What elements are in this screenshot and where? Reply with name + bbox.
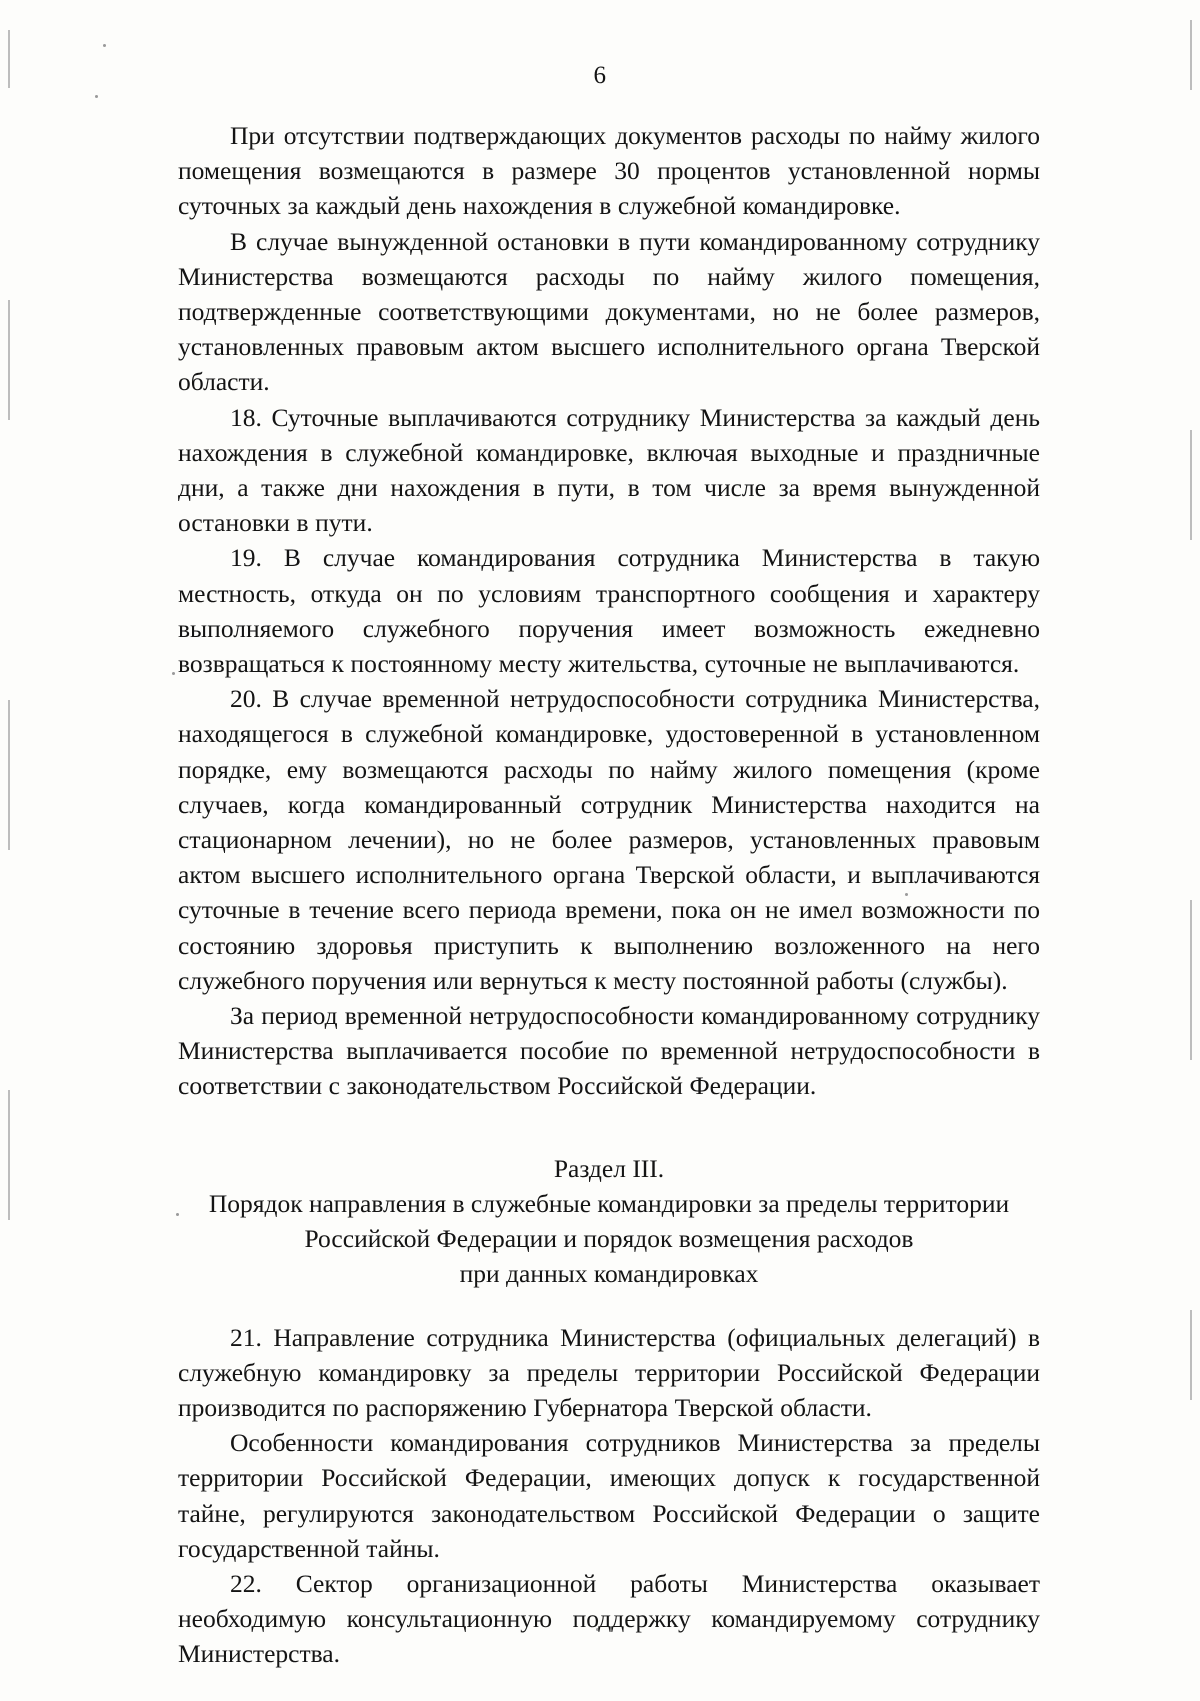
scan-artifact (1190, 430, 1192, 540)
paragraph-forced-stop: В случае вынужденной остановки в пути командированному сотруднику Министерства возмещаются расходы по найму жилого помещения, подтвержденные соответствующими документами, но не более размеров, установленных правовым актом высшего исполнительного органа Тверской области. (178, 226, 1040, 397)
paragraph-item-21: 21. Направление сотрудника Министерства (официальных делегаций) в служебную командировку за пределы территории Российской Федерации производится по распоряжению Губернатора Тверской области. (178, 1322, 1040, 1422)
scan-artifact (8, 300, 10, 420)
scan-speck (172, 672, 175, 675)
paragraph-temporary-disability: За период временной нетрудоспособности командированному сотруднику Министерства выплачивается пособие по временной нетрудоспособности в соответствии с законодательством Российской Федерации. (178, 1001, 1040, 1101)
scan-artifact (1190, 1310, 1192, 1400)
paragraph-item-19: 19. В случае командирования сотрудника Министерства в такую местность, откуда он по условиям транспортного сообщения и характеру выполняемого служебного поручения имеет возможность ежедневно возвращаться к постоянному месту жительства, суточные не выплачиваются. (178, 543, 1040, 679)
paragraph-item-20: 20. В случае временной нетрудоспособности сотрудника Министерства, находящегося в служебной командировке, удостоверенной в установленном порядке, ему возмещаются расходы по найму жилого помещения (кроме случаев, когда командированный сотрудник Министерства находится на стационарном лечении), но не более размеров, установленных правовым актом высшего исполнительного органа Тверской области, и выплачиваются суточные в течение всего периода времени, пока он не имел возможности по состоянию здоровья приступить к выполнению возложенного на него служебного поручения или вернуться к месту постоянной работы (службы). (178, 684, 1040, 995)
section-title-line-1: Порядок направления в служебные командировки за пределы территории (208, 1188, 1010, 1218)
page-number: 6 (593, 62, 607, 89)
scan-artifact (1190, 900, 1192, 1060)
section-title-line-2: Российской Федерации и порядок возмещения расходов (304, 1224, 914, 1254)
section-heading (178, 1151, 1040, 1292)
paragraph-item-18: 18. Суточные выплачиваются сотруднику Министерства за каждый день нахождения в служебной командировке, включая выходные и праздничные дни, а также дни нахождения в пути, в том числе за время вынужденной остановки в пути. (178, 402, 1040, 538)
paragraph-item-22: 22. Сектор организационной работы Министерства оказывает необходимую консультационную поддержку командируемому сотруднику Министерства. (178, 1568, 1040, 1669)
document-body (178, 118, 1040, 1672)
scan-speck (95, 95, 98, 98)
section-title-line-3: при данных командировках (459, 1259, 759, 1289)
paragraph-no-documents: При отсутствии подтверждающих документов расходы по найму жилого помещения возмещаются в размере 30 процентов установленной нормы суточных за каждый день нахождения в служебной командировке. (178, 121, 1040, 221)
section-number: Раздел III. (553, 1153, 665, 1183)
paragraph-state-secret: Особенности командирования сотрудников Министерства за пределы территории Российской Федерации, имеющих допуск к государственной тайне, регулируются законодательством Российской Федерации о защите государственной тайны. (178, 1428, 1040, 1563)
scan-artifact (8, 1090, 10, 1220)
scan-artifact (8, 700, 10, 850)
scan-speck (103, 44, 106, 47)
